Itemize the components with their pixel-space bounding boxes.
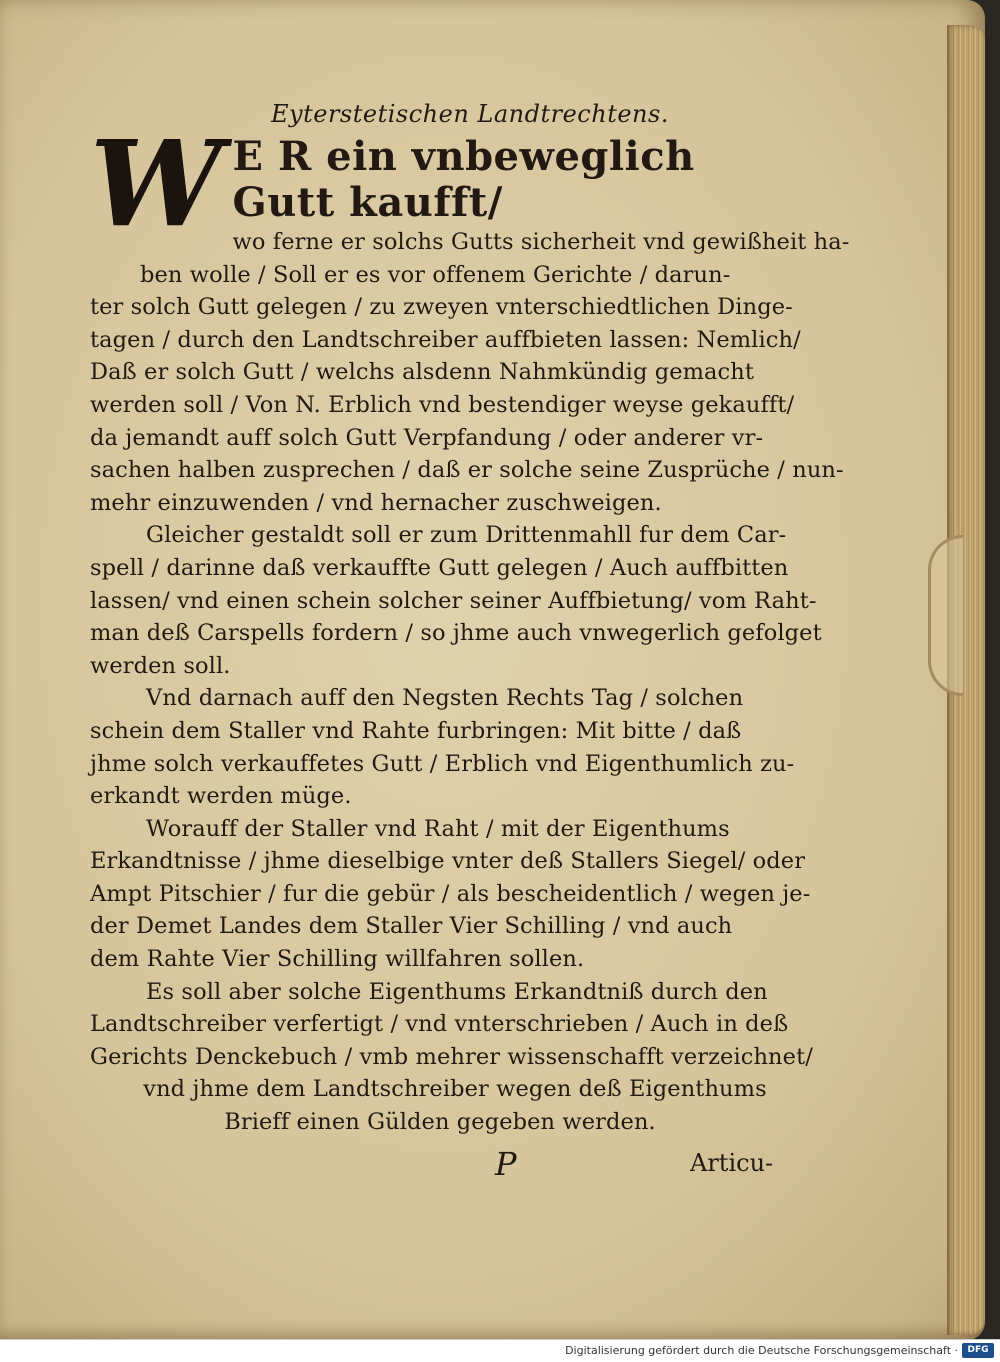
text-line: erkandt werden müge.: [90, 783, 352, 810]
text-line: der Demet Landes dem Staller Vier Schilling / vnd auch: [90, 913, 733, 940]
paragraph-5: [90, 976, 813, 1139]
first-line: E R ein vnbeweglich Gutt kaufft/: [232, 133, 695, 226]
paragraph-4: [90, 813, 811, 976]
text-line: Landtschreiber verfertigt / vnd vnterschrieben / Auch in deß: [90, 1011, 789, 1038]
dfg-logo: DFG: [962, 1343, 994, 1358]
text-line: werden soll.: [90, 652, 231, 679]
text-line: dem Rahte Vier Schilling willfahren sollen.: [90, 946, 585, 973]
page-tab-notch: [928, 535, 963, 696]
page-footer: [90, 1145, 790, 1185]
text-line: da jemandt auff solch Gutt Verpfandung / oder anderer vr-: [90, 424, 764, 451]
text-line: schein dem Staller vnd Rahte furbringen: Mit bitte / daß: [90, 717, 742, 744]
credit-bar: [0, 1339, 1000, 1362]
text-line: man deß Carspells fordern / so jhme auch vnwegerlich gefolget: [90, 620, 822, 647]
text-line: Es soll aber solche Eigenthums Erkandtniß durch den: [146, 978, 768, 1005]
text-line: ter solch Gutt gelegen / zu zweyen vnterschiedtlichen Dinge-: [90, 294, 793, 321]
text-line: mehr einzuwenden / vnd hernacher zuschweigen.: [90, 489, 662, 516]
text-line: sachen halben zusprechen / daß er solche seine Zusprüche / nun-: [90, 457, 844, 484]
text-line: Vnd darnach auff den Negsten Rechts Tag / solchen: [146, 685, 744, 712]
drop-cap: W: [90, 114, 223, 253]
text-line: Daß er solch Gutt / welchs alsdenn Nahmkündig gemacht: [90, 359, 754, 386]
paragraph-3: [90, 682, 795, 812]
page-text: [90, 100, 850, 1185]
text-line: Erkandtnisse / jhme dieselbige vnter deß Stallers Siegel/ oder: [90, 848, 806, 875]
credit-text: Digitalisierung gefördert durch die Deutsche Forschungsgemeinschaft ·: [565, 1344, 958, 1357]
text-line: jhme solch verkauffetes Gutt / Erblich vnd Eigenthumlich zu-: [90, 750, 795, 777]
paragraph-2: [90, 519, 822, 682]
signature-mark: P: [495, 1144, 517, 1183]
text-line: ben wolle / Soll er es vor offenem Gerichte / darun-: [140, 261, 731, 288]
text-line: vnd jhme dem Landtschreiber wegen deß Eigenthums: [143, 1076, 767, 1103]
running-head: Eyterstetischen Landtrechtens.: [271, 100, 669, 128]
text-line: werden soll / Von N. Erblich vnd bestendiger weyse gekaufft/: [90, 391, 795, 418]
text-line: Worauff der Staller vnd Raht / mit der Eigenthums: [146, 815, 730, 842]
paragraph-1: [90, 291, 844, 519]
text-line: Ampt Pitschier / fur die gebür / als bescheidentlich / wegen je-: [90, 880, 811, 907]
catchword: Articu-: [690, 1148, 774, 1177]
text-line: lassen/ vnd einen schein solcher seiner Auffbietung/ vom Raht-: [90, 587, 817, 614]
text-line: wo ferne er solchs Gutts sicherheit vnd gewißheit ha-: [232, 229, 850, 255]
text-line: Gleicher gestaldt soll er zum Drittenmahll fur dem Car-: [146, 522, 787, 549]
text-line: Brieff einen Gülden gegeben werden.: [224, 1109, 656, 1136]
text-line: spell / darinne daß verkauffte Gutt gelegen / Auch auffbitten: [90, 554, 789, 581]
text-line: tagen / durch den Landtschreiber auffbieten lassen: Nemlich/: [90, 326, 801, 353]
text-line: Gerichts Denckebuch / vmb mehrer wissenschafft verzeichnet/: [90, 1043, 813, 1070]
